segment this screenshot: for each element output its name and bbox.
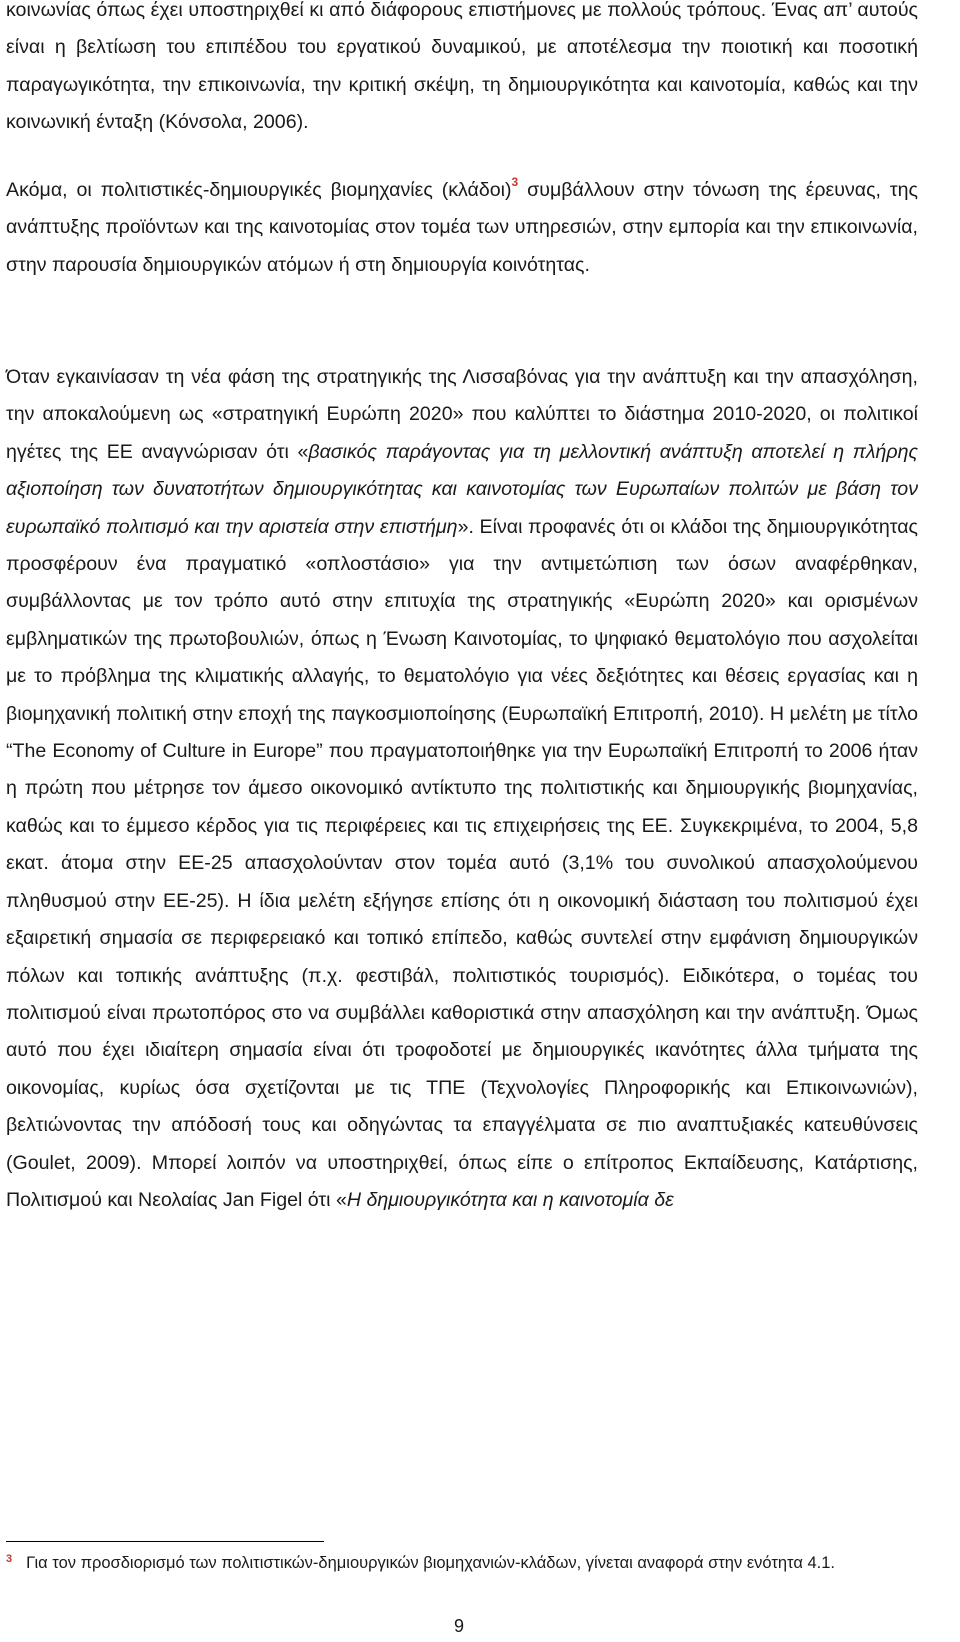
- paragraph-2-text-a: Ακόμα, οι πολιτιστικές-δημιουργικές βιομηχανίες (κλάδοι): [6, 179, 512, 201]
- footnote-reference-3[interactable]: 3: [511, 175, 519, 189]
- paragraph-2-text-b: συμβάλλουν στην τόνωση της έρευνας, της ανάπτυξης προϊόντων και της καινοτομίας στον τομέα των υπηρεσιών, στην εμπορία και την επικοινωνία, στην παρουσία δημιουργικών ατόμων ή στη δημιουργία κοινότητας.: [6, 179, 918, 276]
- footnote-marker: 3: [6, 1553, 13, 1565]
- page-number: 9: [453, 1616, 464, 1636]
- paragraph-3: [6, 359, 918, 1219]
- paragraph-3-quote-2: Η δημιουργικότητα και η καινοτομία δε: [346, 1188, 674, 1211]
- paragraph-2: [6, 172, 918, 284]
- paragraph-1: [6, 0, 918, 142]
- paragraph-3-text-a: Όταν εγκαινίασαν τη νέα φάση της στρατηγικής της Λισσαβόνας για την ανάπτυξη και την απασχόληση, την αποκαλούμενη ως «στρατηγική Ευρώπη 2020» που καλύπτει το διάστημα 2010-2020, οι πολιτικοί ηγέτες της ΕΕ αναγνώρισαν ότι «: [6, 366, 918, 463]
- footnote-3: [6, 1550, 912, 1576]
- paragraph-1-text: κοινωνίας όπως έχει υποστηριχθεί κι από διάφορους επιστήμονες με πολλούς τρόπους. Ένας απ’ αυτούς είναι η βελτίωση του επιπέδου του εργατικού δυναμικού, με αποτέλεσμα την ποιοτική και ποσοτική παραγωγικότητα, την επικοινωνία, την κριτική σκέψη, τη δημιουργικότητα και καινοτομία, καθώς και την κοινωνική ένταξη (Κόνσολα, 2006).: [6, 0, 918, 134]
- footnote-text: Για τον προσδιορισμό των πολιτιστικών-δημιουργικών βιομηχανιών-κλάδων, γίνεται αναφορά στην ενότητα 4.1.: [26, 1554, 835, 1572]
- footnote-separator: [6, 1541, 324, 1542]
- paragraph-3-quote-1: βασικός παράγοντας για τη μελλοντική ανάπτυξη αποτελεί η πλήρης αξιοποίηση των δυνατοτήτων δημιουργικότητας και καινοτομίας των Ευρωπαίων πολιτών με βάση τον ευρωπαϊκό πολιτισμό και την αριστεία στην επιστήμη: [6, 440, 918, 538]
- paragraph-3-text-b: ». Είναι προφανές ότι οι κλάδοι της δημιουργικότητας προσφέρουν ένα πραγματικό «οπλοστάσιο» για την αντιμετώπιση των όσων αναφέρθηκαν, συμβάλλοντας με τον τρόπο αυτό στην επιτυχία της στρατηγικής «Ευρώπη 2020» και ορισμένων εμβληματικών της πρωτοβουλιών, όπως η Ένωση Καινοτομίας, το ψηφιακό θεματολόγιο που ασχολείται με το πρόβλημα της κλιματικής αλλαγής, το θεματολόγιο για νέες δεξιότητες και θέσεις εργασίας και η βιομηχανική πολιτική στην εποχή της παγκοσμιοποίησης (Ευρωπαϊκή Επιτροπή, 2010). Η μελέτη με τίτλο “The Economy of Culture in Europe” που πραγματοποιήθηκε για την Ευρωπαϊκή Επιτροπή το 2006 ήταν η πρώτη που μέτρησε τον άμεσο οικονομικό αντίκτυπο της πολιτιστικής και δημιουργικής βιομηχανίας, καθώς και το έμμεσο κέρδος για τις περιφέρειες και τις επιχειρήσεις της ΕΕ. Συγκεκριμένα, το 2004, 5,8 εκατ. άτομα στην ΕΕ-25 απασχολούνταν στον τομέα αυτό (3,1% του συνολικού απασχολούμενου πληθυσμού στην ΕΕ-25). Η ίδια μελέτη εξήγησε επίσης ότι η οικονομική διάσταση του πολιτισμού έχει εξαιρετική σημασία σε περιφερειακό και τοπικό επίπεδο, καθώς συντελεί στην εμφάνιση δημιουργικών πόλων και τοπικής ανάπτυξης (π.χ. φεστιβάλ, πολιτιστικός τουρισμός). Ειδικότερα, ο τομέας του πολιτισμού είναι πρωτοπόρος στο να συμβάλλει καθοριστικά στην απασχόληση και την ανάπτυξη. Όμως αυτό που έχει ιδιαίτερη σημασία είναι ότι τροφοδοτεί με δημιουργικές ικανότητες άλλα τμήματα της οικονομίας, κυρίως όσα σχετίζονται με τις ΤΠΕ (Τεχνολογίες Πληροφορικής και Επικοινωνιών), βελτιώνοντας την απόδοσή τους και οδηγώντας τα επαγγέλματα σε πιο αναπτυξιακές κατευθύνσεις (Goulet, 2009). Μπορεί λοιπόν να υποστηριχθεί, όπως είπε ο επίτροπος Εκπαίδευσης, Κατάρτισης, Πολιτισμού και Νεολαίας Jan Figel ότι «: [6, 515, 918, 1211]
